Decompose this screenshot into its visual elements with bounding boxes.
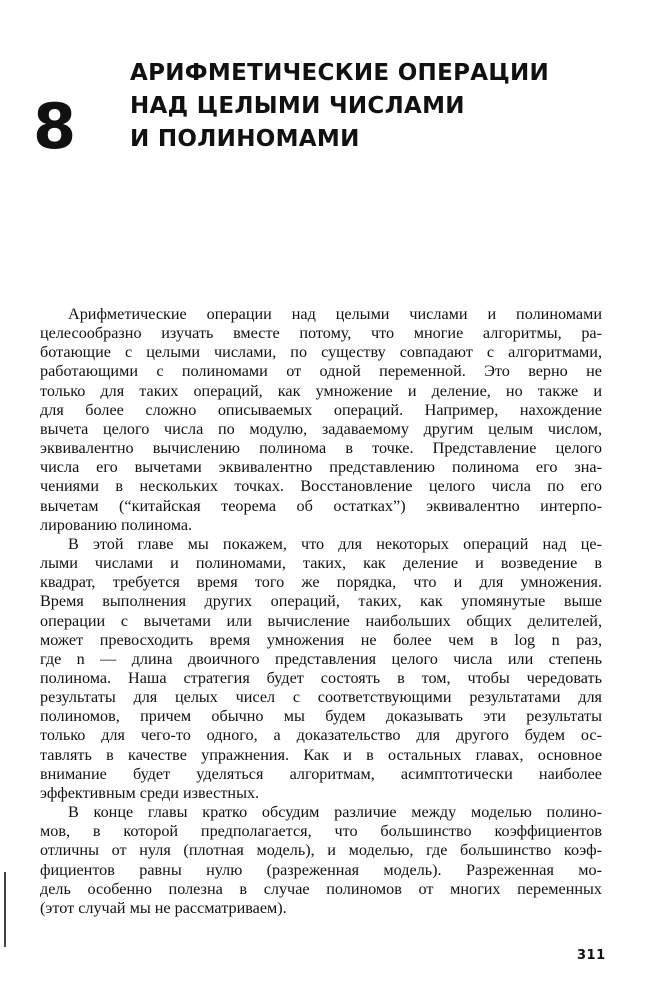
text-line: работающими с полиномами от одной переменной. Это верно не <box>40 362 602 381</box>
margin-rule <box>4 872 6 947</box>
text-line: полиномов, причем обычно мы будем доказывать эти результаты <box>40 707 602 726</box>
chapter-number: 8 <box>33 90 78 163</box>
text-line: числа его вычетами эквивалентно представлению полинома его зна- <box>40 458 602 477</box>
chapter-title <box>130 57 630 156</box>
text-line: Время выполнения других операций, таких, как упомянутые выше <box>40 592 602 611</box>
text-line: квадрат, требуется время того же порядка, что и для умножения. <box>40 573 602 592</box>
text-line: отличны от нуля (плотная модель), и моделью, где большинство коэф- <box>40 841 602 860</box>
text-line: где n — длина двоичного представления целого числа или степень <box>40 649 602 668</box>
text-line: ботающие с целыми числами, по существу совпадают с алгоритмами, <box>40 343 602 362</box>
text-line: чениями в нескольких точках. Восстановление целого числа по его <box>40 477 602 496</box>
page-number: 311 <box>577 948 606 963</box>
paragraph <box>40 535 602 803</box>
paragraph <box>40 803 602 918</box>
text-line: тавлять в качестве упражнения. Как и в остальных главах, основное <box>40 745 602 764</box>
text-line: может превосходить время умножения не более чем в log n раз, <box>40 630 602 649</box>
chapter-title-line: АРИФМЕТИЧЕСКИЕ ОПЕРАЦИИ <box>130 60 550 86</box>
text-line: результаты для целых чисел с соответствующими результатами для <box>40 688 602 707</box>
text-line: вычета целого числа по модулю, задаваемому другим целым числом, <box>40 419 602 438</box>
text-line: фициентов равны нулю (разреженная модель). Разреженная мо- <box>40 860 602 879</box>
text-line: лированию полинома. <box>40 515 193 534</box>
body-text <box>40 305 602 918</box>
text-line: В этой главе мы покажем, что для некоторых операций над це- <box>68 534 602 553</box>
text-line: эффективным среди известных. <box>40 783 260 802</box>
text-line: для более сложно описываемых операций. Например, нахождение <box>40 400 602 419</box>
text-line: Арифметические операции над целыми числами и полиномами <box>68 305 602 323</box>
text-line: (этот случай мы не рассматриваем). <box>40 898 287 917</box>
text-line: только для чего-то одного, а доказательство для другого будем ос- <box>40 726 602 745</box>
text-line: внимание будет уделяться алгоритмам, асимптотически наиболее <box>40 764 602 783</box>
text-line: лыми числами и полиномами, таких, как деление и возведение в <box>40 554 602 573</box>
text-line: мов, в которой предполагается, что большинство коэффициентов <box>40 822 602 841</box>
paragraph <box>40 305 602 535</box>
text-line: только для таких операций, как умножение и деление, но также и <box>40 381 602 400</box>
text-line: полинома. Наша стратегия будет состоять в том, чтобы чередовать <box>40 668 602 687</box>
text-line: целесообразно изучать вместе потому, что многие алгоритмы, ра- <box>40 324 602 343</box>
chapter-title-line: И ПОЛИНОМАМИ <box>130 126 360 152</box>
text-line: В конце главы кратко обсудим различие между моделью полино- <box>68 803 602 822</box>
text-line: дель особенно полезна в случае полиномов от многих переменных <box>40 879 602 898</box>
text-line: вычетам (“китайская теорема об остатках”) эквивалентно интерпо- <box>40 496 602 515</box>
text-line: операции с вычетами или вычисление наибольших общих делителей, <box>40 611 602 630</box>
chapter-title-line: НАД ЦЕЛЫМИ ЧИСЛАМИ <box>130 93 465 119</box>
text-line: эквивалентно вычислению полинома в точке. Представление целого <box>40 439 602 458</box>
